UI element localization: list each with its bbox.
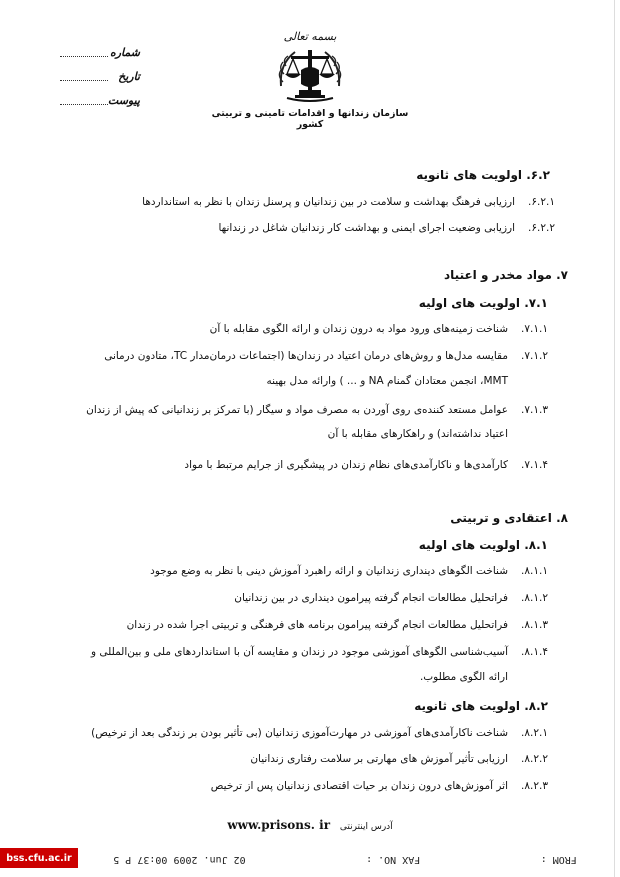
list-item: ۸.۱.۲.فراتحلیل مطالعات انجام گرفته پیرامون دینداری در بین زندانیان [234, 592, 548, 604]
list-item: ۸.۲.۳.اثر آموزش‌های درون زندان بر حیات اقتصادی زندانیان پس از ترخیص [210, 780, 548, 792]
letter-number-field: شماره [60, 46, 140, 60]
source-watermark-badge: bss.cfu.ac.ir [0, 848, 78, 868]
section-8-heading: ۸. اعتقادی و تربیتی [450, 511, 568, 525]
justice-scale-emblem-icon [275, 44, 345, 104]
letter-attachment-field: پیوست [60, 94, 140, 108]
section-6-2-heading: ۶.۲. اولویت های ثانویه [416, 168, 550, 182]
list-item-continuation: اعتیاد نداشته‌اند) و راهکارهای مقابله با آن [327, 428, 508, 440]
website-label: آدرس اینترنتی [339, 822, 393, 832]
list-item: ۷.۱.۳.عوامل مستعد کننده‌ی روی آوردن به مصرف مواد و سیگار (با تمرکز بر زندانیانی که پیش از زندان [86, 404, 548, 416]
list-item: ۷.۱.۱.شناخت زمینه‌های ورود مواد به درون زندان و ارائه الگوی مقابله با آن [209, 323, 548, 335]
section-8-2-heading: ۸.۲. اولویت های ثانویه [414, 699, 548, 713]
website-url[interactable]: www.prisons. ir [227, 818, 331, 832]
list-item: ۸.۲.۱.شناخت ناکارآمدی‌های آموزشی در مهارت‌آموزی زندانیان (بی تأثیر بودن بر زندگی بعد از ترخیص) [91, 727, 548, 739]
organization-name: سازمان زندانها و اقدامات تامینی و تربیتی کشور [211, 108, 409, 130]
list-item: ۸.۲.۲.ارزیابی تأثیر آموزش های مهارتی بر سلامت رفتاری زندانیان [250, 753, 548, 765]
section-7-1-heading: ۷.۱. اولویت های اولیه [418, 296, 548, 310]
bismillah: بسمه تعالی [283, 30, 337, 43]
list-item: ۷.۱.۴.کارآمدی‌ها و ناکارآمدی‌های نظام زندان در پیشگیری از جرایم مرتبط با مواد [184, 459, 548, 471]
list-item: ۸.۱.۴.آسیب‌شناسی الگوهای آموزشی موجود در زندان و مقایسه آن با استانداردهای ملی و بین‌المللی و [90, 646, 548, 658]
letter-date-field: تاریخ [60, 70, 140, 84]
list-item: ۷.۱.۲.مقایسه مدل‌ها و روش‌های درمان اعتیاد در زندان‌ها (اجتماعات درمان‌مدار TC، متادون درمانی [104, 350, 548, 362]
fax-header-line [0, 850, 620, 870]
list-item: ۸.۱.۳.فراتحلیل مطالعات انجام گرفته پیرامون برنامه های فرهنگی و تربیتی اجرا شده در زندان [126, 619, 548, 631]
list-item-continuation: ارائه الگوی مطلوب. [419, 671, 508, 683]
website-line [210, 818, 410, 832]
list-item: ۸.۱.۱.شناخت الگوهای دینداری زندانیان و ارائه راهبرد آموزش دینی با نظر به وضع موجود [150, 565, 548, 577]
section-7-heading: ۷. مواد مخدر و اعتیاد [444, 268, 568, 282]
list-item: ۶.۲.۱.ارزیابی فرهنگ بهداشت و سلامت در بین زندانیان و پرسنل زندان با نظر به استانداردها [142, 196, 555, 208]
fax-header-text: FROM : FAX NO. : 02 Jun. 2009 00:37 P 5 [113, 854, 577, 865]
page-edge-divider [614, 0, 620, 877]
list-item-continuation: MMT، انجمن معتادان گمنام NA و ... ) وارائه مدل بهینه [266, 375, 508, 387]
list-item: ۶.۲.۲.ارزیابی وضعیت اجرای ایمنی و بهداشت کار زندانیان شاغل در زندانها [218, 222, 555, 234]
section-8-1-heading: ۸.۱. اولویت های اولیه [418, 538, 548, 552]
